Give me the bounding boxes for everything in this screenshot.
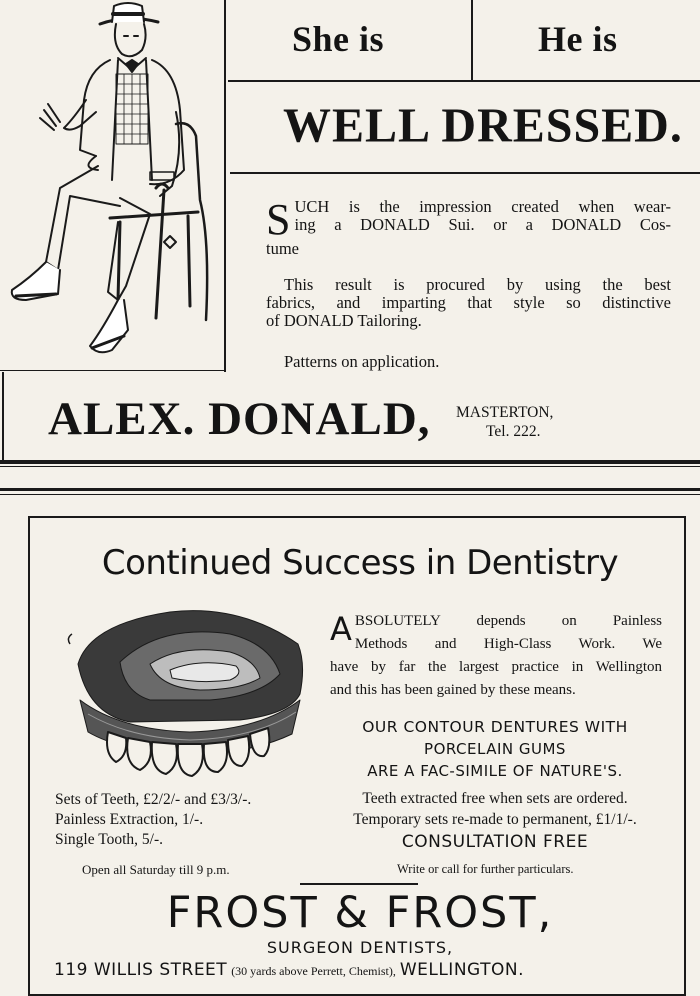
donald-advertisement xyxy=(0,0,700,470)
telephone-label: Tel. 222. xyxy=(486,423,541,440)
patterns-note: Patterns on application. xyxy=(284,352,440,371)
ad1-bottom-rule-thin xyxy=(0,466,700,467)
para1-line1: UCH is the impression created when wear- xyxy=(294,197,671,216)
price-list xyxy=(55,790,320,850)
well-dressed-headline: WELL DRESSED. xyxy=(283,98,683,153)
temporary-offer: Temporary sets re-made to permanent, £1/1/-. xyxy=(353,811,637,828)
illustration-right-rule xyxy=(224,0,226,372)
write-or-call: Write or call for further particulars. xyxy=(397,862,574,876)
para2-line2: fabrics, and imparting that style so distinctive xyxy=(266,293,671,312)
column-separator-thin xyxy=(0,494,700,495)
extraction-offer: Teeth extracted free when sets are ordered. xyxy=(362,790,628,807)
address-note: (30 yards above Perrett, Chemist), xyxy=(231,964,396,978)
consultation-free: CONSULTATION FREE xyxy=(401,832,589,852)
opening-hours: Open all Saturday till 9 p.m. xyxy=(82,862,230,877)
frost-and-frost-name: FROST & FROST, xyxy=(166,888,554,938)
dentistry-headline: Continued Success in Dentistry xyxy=(101,543,619,583)
abs-line2: Methods and High-Class Work. We xyxy=(354,636,662,652)
headline-bottom-rule xyxy=(230,172,700,174)
street-address xyxy=(54,960,524,980)
result-paragraph xyxy=(266,276,671,330)
abs-line4: and this has been gained by these means. xyxy=(330,682,576,698)
contour-line2: PORCELAIN GUMS xyxy=(424,740,566,758)
town-label: MASTERTON, xyxy=(456,404,554,421)
abs-line1: BSOLUTELY depends on Painless xyxy=(354,613,662,629)
drop-cap-a: A xyxy=(330,610,352,648)
price-extraction: Painless Extraction, 1/-. xyxy=(55,811,204,828)
denture-illustration xyxy=(60,604,312,784)
contour-line1: OUR CONTOUR DENTURES WITH xyxy=(362,718,628,736)
para2-line3: of DONALD Tailoring. xyxy=(266,311,422,330)
para2-line1: This result is procured by using the best xyxy=(284,275,671,294)
header-bottom-rule xyxy=(228,80,700,82)
illustration-bottom-rule xyxy=(0,370,226,371)
address-city: WELLINGTON. xyxy=(399,960,524,980)
address-street: 119 WILLIS STREET xyxy=(54,960,228,980)
surgeon-dentists: SURGEON DENTISTS, xyxy=(266,938,454,957)
header-divider xyxy=(471,0,473,80)
she-is-heading: She is xyxy=(292,19,385,59)
price-single-tooth: Single Tooth, 5/-. xyxy=(55,831,163,848)
price-sets: Sets of Teeth, £2/2/- and £3/3/-. xyxy=(55,791,252,808)
impression-paragraph xyxy=(266,195,671,258)
para1-line2: ing a DONALD Sui. or a DONALD Cos- xyxy=(294,215,671,234)
column-separator-thick xyxy=(0,488,700,491)
abs-line3: have by far the largest practice in Wellington xyxy=(330,659,662,675)
left-edge-rule xyxy=(2,372,4,462)
para1-line3: tume xyxy=(266,239,299,258)
drop-cap-s: S xyxy=(266,195,291,244)
gentleman-illustration xyxy=(0,0,225,368)
ad1-bottom-rule-thick xyxy=(0,460,700,464)
he-is-heading: He is xyxy=(538,19,618,59)
contour-line3: ARE A FAC-SIMILE OF NATURE'S. xyxy=(367,762,623,780)
absolutely-paragraph xyxy=(330,610,662,702)
alex-donald-name: ALEX. DONALD, xyxy=(48,393,431,445)
firm-top-rule xyxy=(300,883,418,885)
